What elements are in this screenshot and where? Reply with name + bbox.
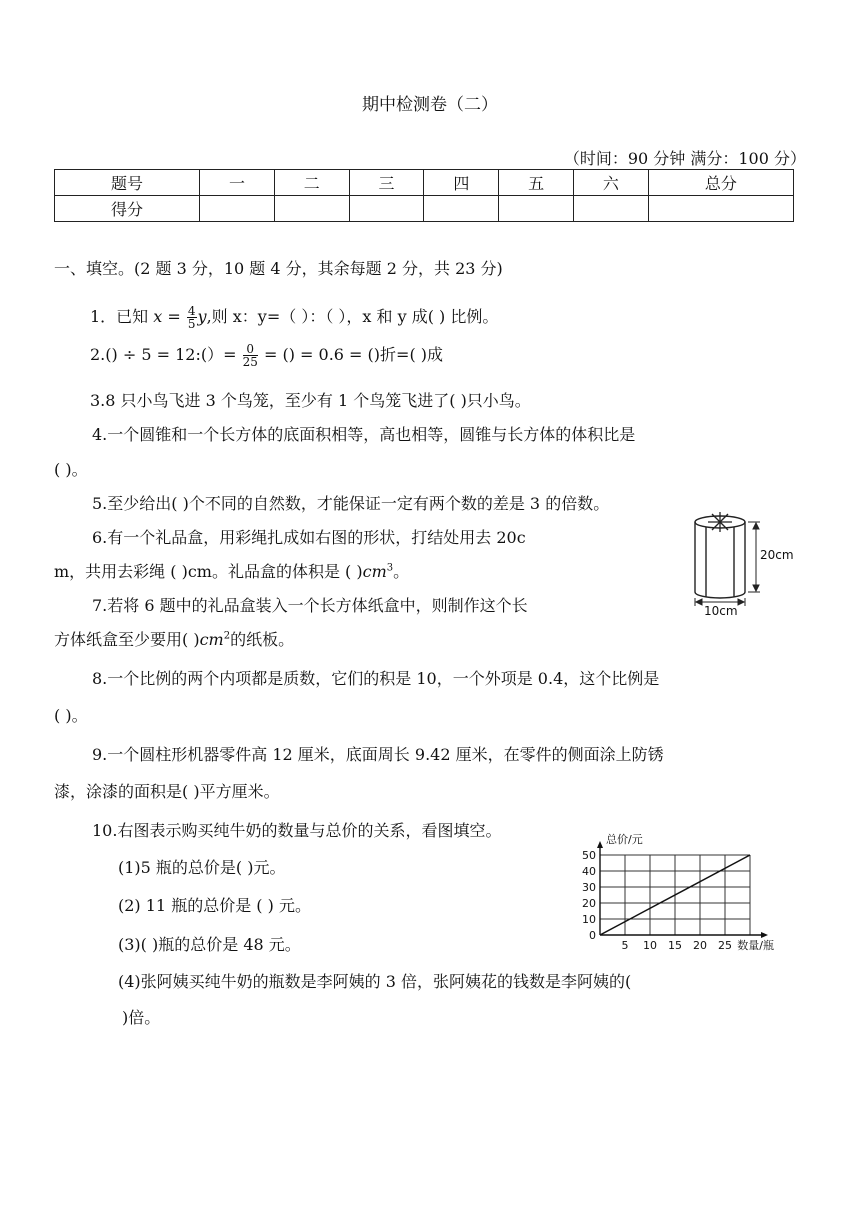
page-title: 期中检测卷（二）	[362, 95, 498, 115]
section-heading: 一、填空。(2 题 3 分，10 题 4 分，其余每题 2 分，共 23 分)	[54, 259, 503, 278]
score-table	[54, 169, 794, 222]
q1-suffix: ,则 x：y=（ ）：（ ），x 和 y 成( ) 比例。	[206, 307, 499, 326]
question-4-line2: ( )。	[54, 460, 88, 479]
question-8-line1: 8.一个比例的两个内项都是质数，它们的积是 10，一个外项是 0.4，这个比例是	[92, 669, 660, 688]
q7-line2-text: 方体纸盒至少要用( )	[54, 630, 200, 649]
q2-part1: 2.() ÷ 5 = 12:(）=	[90, 345, 237, 364]
x-tick-label: 20	[693, 939, 707, 952]
q6-end: 。	[393, 562, 410, 581]
q1-fraction	[187, 305, 197, 330]
q1-var-y: y	[197, 307, 207, 326]
question-6-line2	[54, 559, 409, 582]
x-tick-label: 5	[621, 939, 629, 952]
question-5: 5.至少给出( )个不同的自然数，才能保证一定有两个数的差是 3 的倍数。	[92, 494, 610, 513]
question-7-line2	[54, 627, 294, 650]
q2-part2: = () = 0.6 = ()折=( )成	[263, 345, 444, 364]
question-2	[90, 342, 443, 368]
y-tick-label: 40	[582, 865, 596, 878]
q6-unit: cm	[362, 562, 387, 581]
score-header-cell: 一	[200, 170, 275, 196]
q7-end: 的纸板。	[230, 630, 295, 649]
q2-fraction	[243, 343, 258, 368]
ribbon-bow-icon	[708, 512, 732, 532]
score-header-cell: 总分	[648, 170, 793, 196]
y-tick-label: 20	[582, 897, 596, 910]
score-blank-cell[interactable]	[200, 196, 275, 222]
question-10-intro: 10.右图表示购买纯牛奶的数量与总价的关系，看图填空。	[92, 821, 502, 840]
question-1	[90, 304, 498, 330]
cylinder-figure	[684, 508, 800, 618]
question-10-part1: (1)5 瓶的总价是( )元。	[118, 858, 286, 877]
x-tick-label: 15	[668, 939, 682, 952]
q1-frac-den: 5	[187, 317, 196, 331]
q1-prefix: 1．已知	[90, 307, 149, 326]
q6-line2-text: m，共用去彩绳 ( )cm。礼品盒的体积是 ( )	[54, 562, 363, 581]
question-10-part4-line1: (4)张阿姨买纯牛奶的瓶数是李阿姨的 3 倍，张阿姨花的钱数是李阿姨的(	[118, 972, 632, 991]
question-3: 3.8 只小鸟飞进 3 个鸟笼，至少有 1 个鸟笼飞进了( )只小鸟。	[90, 391, 531, 410]
question-6-line1: 6.有一个礼品盒，用彩绳扎成如右图的形状，打结处用去 20c	[92, 528, 526, 547]
q7-unit: cm	[199, 630, 224, 649]
q2-frac-num: 0	[243, 343, 258, 356]
question-7-line1: 7.若将 6 题中的礼品盒装入一个长方体纸盒中，则制作这个长	[92, 596, 528, 615]
question-10-part3: (3)( )瓶的总价是 48 元。	[118, 935, 301, 954]
y-tick-label: 10	[582, 913, 596, 926]
score-blank-cell[interactable]	[574, 196, 649, 222]
score-header-cell: 五	[499, 170, 574, 196]
y-tick-label: 50	[582, 849, 596, 862]
q6-unit-exp: 3	[386, 562, 394, 574]
score-header-cell: 三	[349, 170, 424, 196]
height-dimension	[748, 522, 760, 592]
x-tick-label: 25	[718, 939, 732, 952]
score-row-label: 得分	[55, 196, 200, 222]
diameter-label: 10cm	[704, 604, 738, 618]
question-9-line2: 漆，涂漆的面积是( )平方厘米。	[54, 782, 280, 801]
question-10-part4-line2: )倍。	[122, 1008, 161, 1027]
score-table-header-row	[55, 170, 794, 196]
question-9-line1: 9.一个圆柱形机器零件高 12 厘米，底面周长 9.42 厘米，在零件的侧面涂上防锈	[92, 745, 664, 764]
score-header-cell: 四	[424, 170, 499, 196]
y-tick-label: 0	[589, 929, 596, 942]
question-4-line1: 4.一个圆锥和一个长方体的底面积相等，高也相等，圆锥与长方体的体积比是	[92, 425, 636, 444]
q7-unit-exp: 2	[223, 630, 231, 642]
question-8-line2: ( )。	[54, 706, 88, 725]
q1-frac-num: 4	[187, 304, 196, 318]
time-info: （时间：90 分钟 满分：100 分）	[563, 149, 806, 168]
y-axis-arrow	[597, 841, 603, 848]
x-axis-arrow	[761, 932, 768, 938]
score-blank-cell[interactable]	[424, 196, 499, 222]
score-header-cell: 题号	[55, 170, 200, 196]
question-10-part2: (2) 11 瓶的总价是 ( ) 元。	[118, 896, 311, 915]
score-blank-cell[interactable]	[274, 196, 349, 222]
y-tick-label: 30	[582, 881, 596, 894]
score-blank-cell[interactable]	[648, 196, 793, 222]
x-tick-label: 10	[643, 939, 657, 952]
x-axis-label: 数量/瓶	[737, 939, 774, 952]
height-label: 20cm	[760, 548, 794, 562]
score-header-cell: 六	[574, 170, 649, 196]
score-header-cell: 二	[274, 170, 349, 196]
y-axis-label: 总价/元	[606, 833, 643, 846]
q1-equals: =	[167, 307, 181, 326]
price-quantity-chart	[572, 828, 800, 958]
score-blank-cell[interactable]	[349, 196, 424, 222]
q2-frac-den: 25	[242, 355, 258, 369]
score-table-score-row	[55, 196, 794, 222]
score-blank-cell[interactable]	[499, 196, 574, 222]
q1-var-x: x	[153, 307, 163, 326]
